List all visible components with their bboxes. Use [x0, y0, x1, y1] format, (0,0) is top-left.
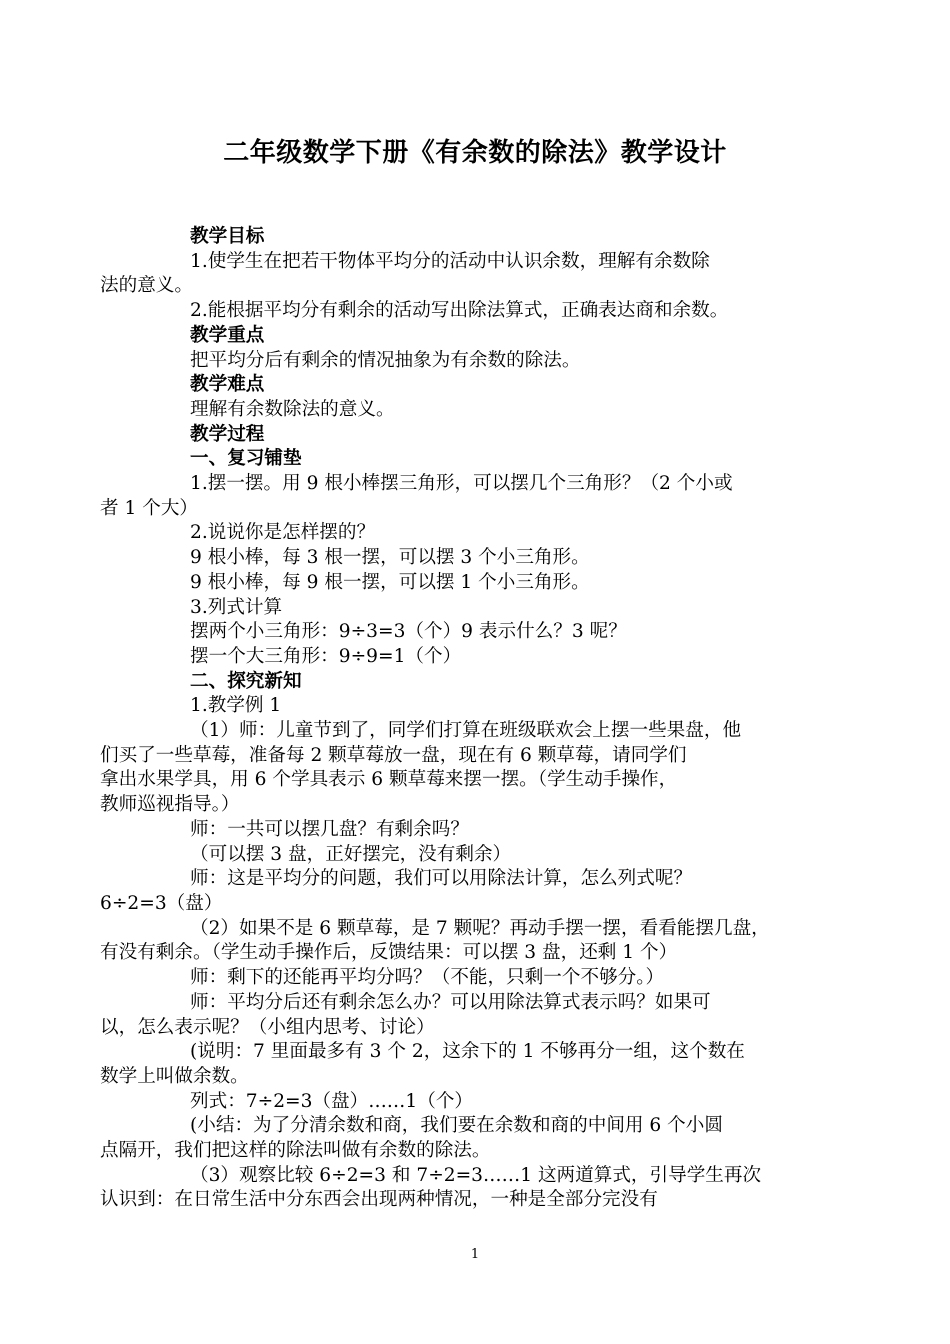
paragraph [145, 843, 811, 868]
paragraph-line: 认识到：在日常生活中分东西会出现两种情况，一种是全部分完没有 [100, 1189, 658, 1211]
paragraph [145, 645, 811, 670]
paragraph [145, 349, 811, 374]
page-number: 1 [470, 1247, 480, 1262]
paragraph [145, 571, 811, 596]
paragraph-line: (说明：7 里面最多有 3 个 2，这余下的 1 不够再分一组，这个数在 [190, 1041, 745, 1063]
paragraph-line: 2.能根据平均分有剩余的活动写出除法算式，正确表达商和余数。 [190, 300, 729, 322]
paragraph-line: 有没有剩余。（学生动手操作后，反馈结果：可以摆 3 盘，还剩 1 个） [100, 942, 678, 964]
paragraph [145, 596, 811, 621]
document-body [100, 225, 811, 1213]
paragraph-line: 把平均分后有剩余的情况抽象为有余数的除法。 [190, 349, 581, 371]
paragraph-line: 3.列式计算 [190, 596, 283, 618]
section-heading [145, 324, 811, 349]
paragraph-line: 一、复习铺垫 [190, 448, 302, 470]
section-heading [145, 670, 811, 695]
paragraph [145, 818, 811, 843]
paragraph-line: 列式：7÷2=3（盘）……1（个） [190, 1090, 474, 1112]
paragraph [145, 299, 811, 324]
section-heading [145, 373, 811, 398]
paragraph [145, 966, 811, 991]
paragraph-line: 教学难点 [190, 374, 265, 396]
paragraph-line: 师：剩下的还能再平均分吗？（不能，只剩一个不够分。） [190, 967, 665, 989]
paragraph-line: 教师巡视指导。） [100, 794, 240, 816]
section-heading [145, 225, 811, 250]
paragraph-line: 们买了一些草莓，准备每 2 颗草莓放一盘，现在有 6 颗草莓，请同学们 [100, 744, 687, 766]
paragraph-line: 教学目标 [190, 226, 265, 247]
paragraph [145, 694, 811, 719]
paragraph-line: 拿出水果学具，用 6 个学具表示 6 颗草莓来摆一摆。（学生动手操作， [100, 769, 678, 791]
paragraph-line: 二、探究新知 [190, 670, 302, 692]
paragraph [145, 398, 811, 423]
paragraph-line: 法的意义。 [100, 275, 193, 297]
paragraph [100, 867, 811, 916]
paragraph-line: （可以摆 3 盘，正好摆完，没有剩余） [190, 843, 512, 865]
paragraph-line: 师：这是平均分的问题，我们可以用除法计算，怎么列式呢？ [190, 868, 693, 890]
paragraph [145, 1090, 811, 1115]
paragraph-line: （2）如果不是 6 颗草莓，是 7 颗呢？再动手摆一摆，看看能摆几盘， [190, 917, 770, 939]
paragraph-line: 教学过程 [190, 423, 265, 445]
paragraph [145, 620, 811, 645]
paragraph-line: 1.摆一摆。用 9 根小棒摆三角形，可以摆几个三角形？（2 个小或 [190, 473, 733, 495]
paragraph-line: 2.说说你是怎样摆的？ [190, 522, 376, 544]
paragraph-line: 教学重点 [190, 324, 265, 346]
paragraph-line: 师：平均分后还有剩余怎么办？可以用除法算式表示吗？如果可 [190, 991, 711, 1013]
section-heading [145, 423, 811, 448]
paragraph-line: 摆两个小三角形：9÷3=3（个）9 表示什么？3 呢？ [190, 621, 627, 643]
paragraph-line: 1.使学生在把若干物体平均分的活动中认识余数，理解有余数除 [190, 250, 710, 272]
paragraph-line: 9 根小棒，每 9 根一摆，可以摆 1 个小三角形。 [190, 571, 590, 593]
paragraph [100, 917, 811, 966]
paragraph-line: (小结：为了分清余数和商，我们要在余数和商的中间用 6 个小圆 [190, 1115, 723, 1137]
paragraph [100, 472, 811, 521]
paragraph-line: （3）观察比较 6÷2=3 和 7÷2=3……1 这两道算式，引导学生再次 [190, 1164, 762, 1186]
paragraph [100, 1164, 811, 1213]
paragraph [145, 521, 811, 546]
paragraph-line: 师：一共可以摆几盘？有剩余吗？ [190, 818, 469, 840]
paragraph [145, 546, 811, 571]
paragraph-line: 者 1 个大） [100, 497, 199, 519]
paragraph [100, 991, 811, 1040]
paragraph [100, 1114, 811, 1163]
paragraph [100, 719, 811, 818]
paragraph-line: 点隔开，我们把这样的除法叫做有余数的除法。 [100, 1140, 491, 1162]
paragraph-line: （1）师：儿童节到了，同学们打算在班级联欢会上摆一些果盘，他 [190, 720, 742, 742]
paragraph-line: 数学上叫做余数。 [100, 1065, 249, 1087]
document-title: 二年级数学下册《有余数的除法》教学设计 [223, 138, 727, 168]
section-heading [145, 447, 811, 472]
paragraph-line: 理解有余数除法的意义。 [190, 398, 395, 420]
paragraph-line: 1.教学例 1 [190, 695, 282, 717]
paragraph-line: 9 根小棒，每 3 根一摆，可以摆 3 个小三角形。 [190, 547, 590, 569]
paragraph-line: 以，怎么表示呢？（小组内思考、讨论） [100, 1016, 435, 1038]
paragraph-line: 摆一个大三角形：9÷9=1（个） [190, 645, 462, 667]
paragraph-line: 6÷2=3（盘） [100, 892, 223, 914]
paragraph [100, 1040, 811, 1089]
paragraph [100, 250, 811, 299]
